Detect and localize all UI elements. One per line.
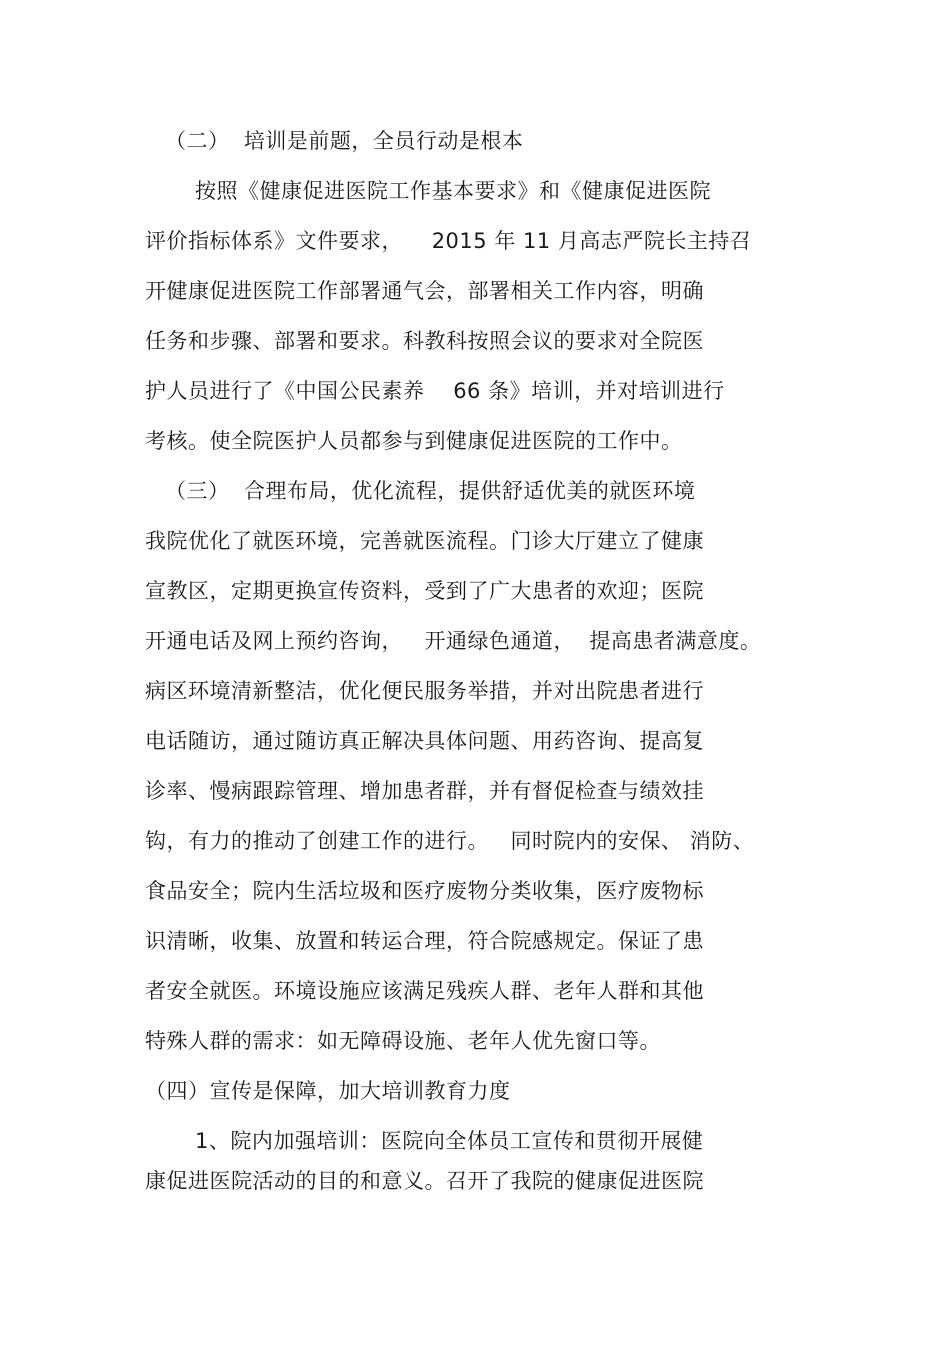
paragraph-line: 康促进医院活动的目的和意义。召开了我院的健康促进医院 — [145, 1169, 704, 1193]
paragraph-line: 开健康促进医院工作部署通气会，部署相关工作内容，明确 — [145, 279, 704, 303]
paragraph-line: 宣教区，定期更换宣传资料，受到了广大患者的欢迎；医院 — [145, 579, 704, 603]
paragraph-line: 考核。使全院医护人员都参与到健康促进医院的工作中。 — [145, 429, 683, 453]
section-heading-3: （三） 合理布局，优化流程，提供舒适优美的就医环境 — [165, 479, 696, 503]
paragraph-line: 诊率、慢病跟踪管理、增加患者群，并有督促检查与绩效挂 — [145, 779, 704, 803]
paragraph-line: 护人员进行了《中国公民素养 66 条》培训，并对培训进行 — [145, 379, 725, 403]
paragraph-line: 电话随访，通过随访真正解决具体问题、用药咨询、提高复 — [145, 729, 704, 753]
paragraph-line: 按照《健康促进医院工作基本要求》和《健康促进医院 — [195, 179, 711, 203]
paragraph-line: 任务和步骤、部署和要求。科教科按照会议的要求对全院医 — [145, 329, 704, 353]
section-heading-4: （四）宣传是保障，加大培训教育力度 — [145, 1079, 511, 1103]
paragraph-line: 者安全就医。环境设施应该满足残疾人群、老年人群和其他 — [145, 979, 704, 1003]
paragraph-line: 我院优化了就医环境，完善就医流程。门诊大厅建立了健康 — [145, 529, 704, 553]
paragraph-line: 食品安全；院内生活垃圾和医疗废物分类收集，医疗废物标 — [145, 879, 704, 903]
paragraph-line: 开通电话及网上预约咨询， 开通绿色通道， 提高患者满意度。 — [145, 629, 762, 653]
paragraph-line: 识清晰，收集、放置和转运合理，符合院感规定。保证了患 — [145, 929, 704, 953]
section-heading-2: （二） 培训是前题，全员行动是根本 — [165, 129, 524, 153]
paragraph-line: 钩，有力的推动了创建工作的进行。 同时院内的安保、 消防、 — [145, 829, 755, 853]
paragraph-line: 病区环境清新整洁，优化便民服务举措，并对出院患者进行 — [145, 679, 704, 703]
paragraph-line: 评价指标体系》文件要求， 2015 年 11 月高志严院长主持召 — [145, 229, 752, 253]
paragraph-line: 1、院内加强培训：医院向全体员工宣传和贯彻开展健 — [195, 1129, 704, 1153]
paragraph-line: 特殊人群的需求：如无障碍设施、老年人优先窗口等。 — [145, 1029, 661, 1053]
